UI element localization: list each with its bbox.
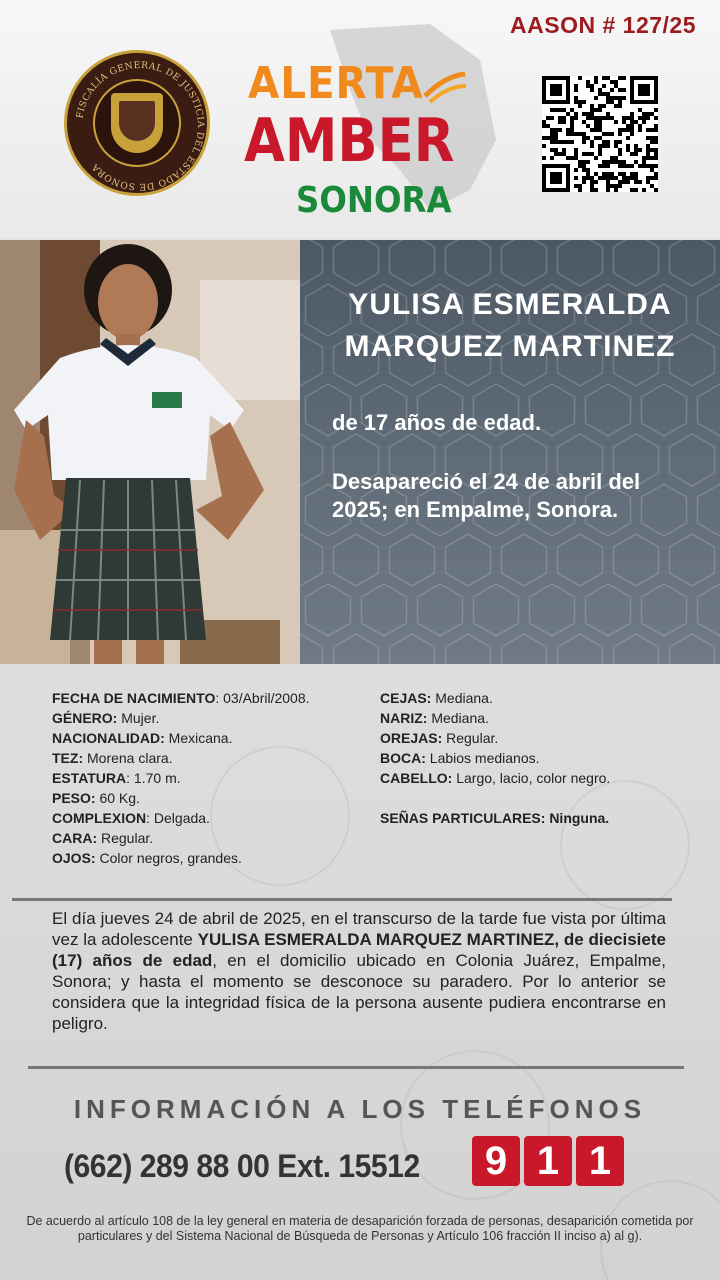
name-line-2: MARQUEZ MARTINEZ	[344, 330, 676, 363]
feature-label: CEJAS:	[380, 690, 432, 706]
narrative-bold-name: YULISA ESMERALDA MARQUEZ MARTINEZ, de diecisiete (17) años de edad	[52, 930, 666, 970]
missing-person-photo	[0, 240, 300, 664]
feature-value: 60 Kg.	[95, 790, 140, 806]
feature-row	[52, 808, 310, 828]
feature-label: OJOS:	[52, 850, 96, 866]
feature-label: OREJAS:	[380, 730, 443, 746]
shield-icon	[111, 93, 163, 153]
special-marks-row	[380, 808, 610, 828]
divider-top	[12, 898, 672, 901]
info-band	[300, 240, 720, 664]
legal-notice: De acuerdo al artículo 108 de la ley general en materia de desaparición forzada de personas, desaparición cometida por particulares y del Sistema Nacional de Búsqueda de Personas y Artículo 106 fracción II inciso a) al g).	[26, 1214, 694, 1243]
feature-value: Largo, lacio, color negro.	[452, 770, 611, 786]
feature-row	[380, 748, 610, 768]
feature-row	[380, 768, 610, 788]
feature-row	[380, 708, 610, 728]
feature-label: COMPLEXION	[52, 810, 147, 826]
features-left-column	[52, 688, 310, 868]
special-marks-label: SEÑAS PARTICULARES:	[380, 810, 546, 826]
feature-label: ESTATURA	[52, 770, 127, 786]
feature-label: BOCA:	[380, 750, 426, 766]
signal-waves-icon	[420, 66, 470, 106]
narrative-part-2: , en el domicilio ubicado en Colonia Juárez, Empalme, Sonora; y hasta el momento se desconoce su paradero. Por lo anterior se considera que la integridad física de la persona ausente pudiera encontrarse en peligro.	[52, 951, 666, 1033]
feature-row	[52, 828, 310, 848]
name-line-1: YULISA ESMERALDA	[348, 288, 672, 321]
feature-label: TEZ:	[52, 750, 84, 766]
feature-value: : 03/Abril/2008.	[215, 690, 310, 706]
emergency-digit: 1	[576, 1136, 624, 1186]
feature-row	[52, 728, 310, 748]
logo-sonora: SONORA	[296, 180, 452, 221]
feature-label: GÉNERO:	[52, 710, 118, 726]
feature-value: Color negros, grandes.	[95, 850, 242, 866]
feature-value: Morena clara.	[83, 750, 173, 766]
feature-row	[380, 688, 610, 708]
emergency-digit: 1	[524, 1136, 572, 1186]
feature-label: NACIONALIDAD:	[52, 730, 165, 746]
feature-value: Mediana.	[427, 710, 489, 726]
divider-bottom	[28, 1066, 684, 1069]
feature-label: NARIZ:	[380, 710, 428, 726]
emergency-911[interactable]	[472, 1136, 624, 1186]
person-age: de 17 años de edad.	[332, 410, 542, 435]
feature-row	[52, 708, 310, 728]
logo-amber: AMBER	[244, 106, 455, 176]
feature-value: : 1.70 m.	[126, 770, 181, 786]
feature-row	[52, 768, 310, 788]
svg-text:FISCALÍA GENERAL DE JUSTICIA D: FISCALÍA GENERAL DE JUSTICIA DEL ESTADO DE SONORA	[74, 59, 207, 193]
fiscalia-seal-logo	[64, 50, 210, 196]
feature-row	[52, 848, 310, 868]
person-name	[300, 284, 720, 368]
narrative-text	[52, 908, 666, 1034]
feature-value: Labios medianos.	[425, 750, 540, 766]
feature-value: Mexicana.	[164, 730, 233, 746]
contact-phone[interactable]: (662) 289 88 00 Ext. 15512	[64, 1148, 420, 1184]
feature-label: CARA:	[52, 830, 98, 846]
contact-title: INFORMACIÓN A LOS TELÉFONOS	[73, 1094, 647, 1124]
feature-row	[52, 748, 310, 768]
header	[0, 0, 720, 238]
person-photo-illustration	[0, 240, 300, 664]
feature-label: CABELLO:	[380, 770, 453, 786]
alerta-amber-logo	[244, 48, 484, 224]
qr-code-icon[interactable]	[542, 76, 658, 192]
logo-alerta: ALERTA	[248, 58, 424, 109]
feature-value: Regular.	[97, 830, 154, 846]
features-right-column	[380, 688, 610, 828]
feature-label: FECHA DE NACIMIENTO	[52, 690, 216, 706]
special-marks-value: Ninguna.	[549, 810, 610, 826]
disappearance-info: Desapareció el 24 de abril del 2025; en Empalme, Sonora.	[332, 469, 641, 522]
narrative-part-1: El día jueves 24 de abril de 2025, en el transcurso de la tarde fue vista por última vez la adolescente	[52, 909, 666, 949]
feature-row	[380, 728, 610, 748]
feature-label: PESO:	[52, 790, 96, 806]
emergency-digit: 9	[472, 1136, 520, 1186]
physical-features	[0, 664, 720, 904]
feature-row	[52, 788, 310, 808]
feature-value: Mujer.	[117, 710, 160, 726]
feature-value: Mediana.	[431, 690, 493, 706]
feature-value: : Delgada.	[146, 810, 210, 826]
case-number: AASON # 127/25	[510, 12, 696, 38]
feature-value: Regular.	[442, 730, 499, 746]
feature-row	[52, 688, 310, 708]
